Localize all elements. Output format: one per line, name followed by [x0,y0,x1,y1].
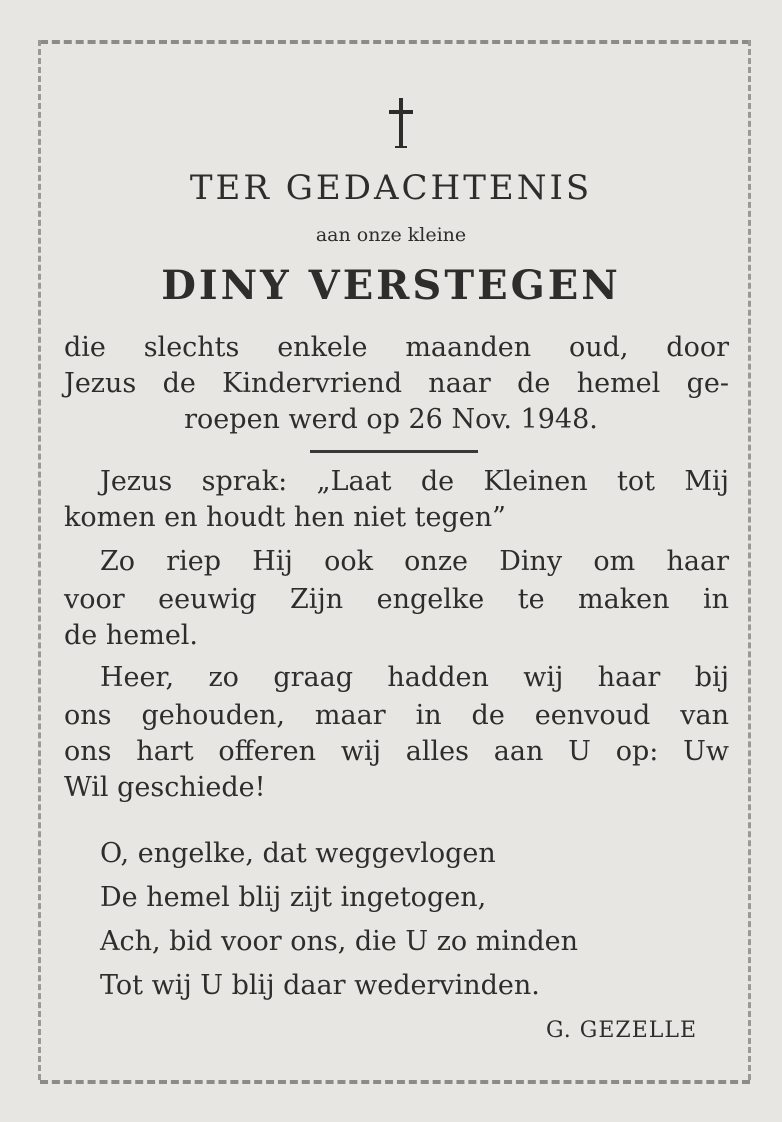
deceased-name: DINY VERSTEGEN [161,262,621,309]
paragraph-line: Wil geschiede! [64,772,266,803]
paragraph-line: Zo riep Hij ook onze Diny om haar [100,546,729,577]
paragraph-line: ons hart offeren wij alles aan U op: Uw [64,736,729,767]
paragraph-line: voor eeuwig Zijn engelke te maken in [64,584,729,615]
card-subtitle: aan onze kleine [315,224,467,246]
poem-author: G. GEZELLE [546,1018,698,1043]
poem-line: Tot wij U blij daar wedervinden. [100,970,540,1001]
intro-line: roepen werd op 26 Nov. 1948. [184,404,598,435]
paragraph-line: de hemel. [64,620,199,651]
frame-border-top [40,40,750,44]
poem-line: De hemel blij zijt ingetogen, [100,882,487,913]
card-title: TER GEDACHTENIS [189,168,593,208]
intro-line: die slechts enkele maanden oud, door [64,332,729,363]
paragraph-line: ons gehouden, maar in de eenvoud van [64,700,729,731]
divider-rule [310,450,478,453]
poem-line: O, engelke, dat weggevlogen [100,838,496,869]
frame-border-bottom [40,1080,750,1084]
paragraph-line: Jezus sprak: „Laat de Kleinen tot Mij [100,466,729,497]
cross-icon [385,96,417,150]
paragraph-line: Heer, zo graag hadden wij haar bij [100,662,729,693]
paragraph-line: komen en houdt hen niet tegen” [64,502,506,533]
intro-line: Jezus de Kindervriend naar de hemel ge- [64,368,729,399]
poem-line: Ach, bid voor ons, die U zo minden [100,926,579,957]
